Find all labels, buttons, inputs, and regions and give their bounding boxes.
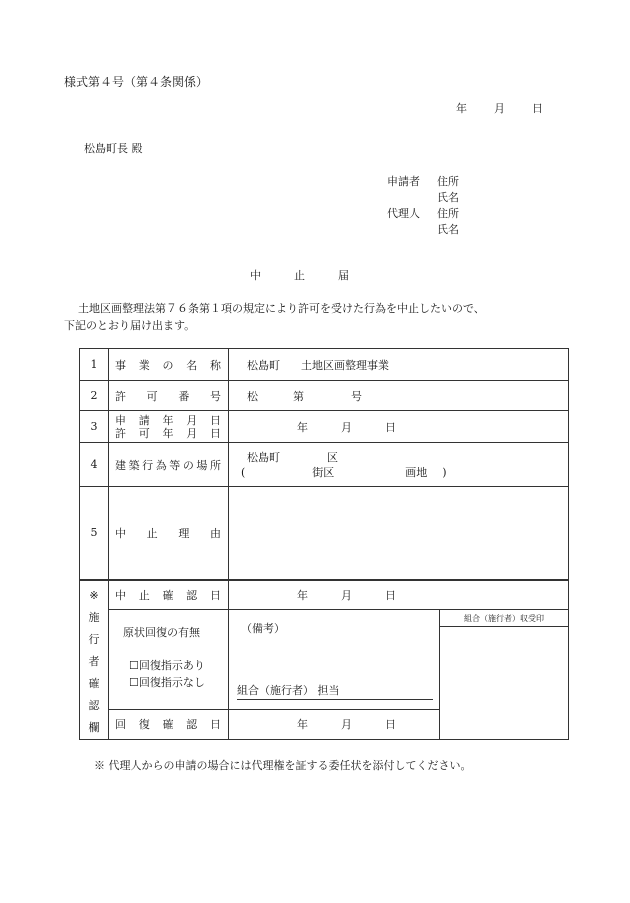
permit-suffix: 号: [351, 389, 362, 403]
restore-option-yes[interactable]: ☐回復指示あり: [129, 659, 205, 672]
stamp-cell: [440, 610, 569, 740]
location-field[interactable]: [229, 443, 569, 487]
side-mark: ※: [89, 588, 99, 602]
stop-confirm-label: 中止確認日: [109, 580, 229, 610]
applicant-address-label: 住所: [437, 175, 459, 188]
r3-month: 月: [341, 420, 352, 434]
row-dates: [80, 411, 569, 443]
row-3-number: 3: [80, 411, 109, 443]
rec-month: 月: [341, 718, 352, 731]
row-permit-number: [80, 381, 569, 411]
permit-number-field[interactable]: [229, 381, 569, 411]
side-char-4: 確: [88, 676, 100, 690]
row-2-number: 2: [80, 381, 109, 411]
applicant-name-label: 氏名: [437, 191, 459, 204]
loc-open-paren: (: [241, 465, 246, 479]
agent-name-label: 氏名: [437, 223, 459, 236]
agent-label: 代理人: [387, 207, 420, 220]
staff-label: 組合（施行者） 担当: [237, 684, 340, 697]
restore-option-no[interactable]: ☐回復指示なし: [129, 676, 205, 689]
row-4-label: 建築行為等の場所: [109, 443, 229, 487]
document-title: 中 止 届: [250, 269, 349, 282]
side-char-2: 行: [88, 632, 100, 646]
reason-field[interactable]: [229, 487, 569, 580]
side-char-1: 施: [88, 610, 100, 624]
recover-confirm-date-field[interactable]: [229, 709, 440, 739]
project-name-field[interactable]: [229, 349, 569, 381]
confirm-side-label: [80, 580, 109, 740]
remarks-cell[interactable]: [229, 610, 440, 710]
loc-block: 街区: [312, 465, 335, 479]
loc-ku: 区: [327, 450, 338, 464]
loc-town: 松島町: [247, 450, 280, 464]
dates-field[interactable]: [229, 411, 569, 443]
agent-address-label: 住所: [437, 207, 459, 220]
permit-mid: 第: [293, 389, 304, 403]
stop-confirm-date-field[interactable]: [229, 580, 569, 610]
row-location: [80, 443, 569, 487]
row-stop-confirm: [80, 580, 569, 610]
form-number: 様式第４号（第４条関係）: [64, 75, 209, 89]
restore-label: 原状回復の有無: [123, 626, 200, 639]
row-4-number: 4: [80, 443, 109, 487]
intro-line-2: 下記のとおり届け出ます。: [64, 319, 196, 332]
row-project-name: [80, 349, 569, 381]
side-char-3: 者: [88, 654, 100, 668]
row-reason: [80, 487, 569, 580]
stamp-label: 組合（施行者）収受印: [440, 610, 568, 627]
r3-day: 日: [385, 420, 396, 434]
loc-close-paren: ): [442, 465, 447, 479]
r3-year: 年: [297, 420, 308, 434]
row-2-label: 許可番号: [109, 381, 229, 411]
loc-lot: 画地: [405, 465, 428, 479]
row-1-number: 1: [80, 349, 109, 381]
addressee: 松島町長 殿: [84, 142, 143, 155]
stop-year: 年: [297, 588, 308, 602]
recover-confirm-label: 回復確認日: [109, 709, 229, 739]
date-year-label: 年: [456, 102, 467, 115]
rec-day: 日: [385, 718, 396, 731]
row-5-label: 中止理由: [109, 487, 229, 580]
permit-prefix: 松: [247, 389, 258, 403]
row-1-label: 事業の名称: [109, 349, 229, 381]
row-5-number: 5: [80, 487, 109, 580]
row-3-label: 申請年月日 許可年月日: [109, 411, 229, 443]
side-char-6: 欄: [88, 720, 100, 734]
rec-year: 年: [297, 718, 308, 731]
row-restore: [80, 610, 569, 710]
project-name: 土地区画整理事業: [301, 358, 389, 372]
side-char-5: 認: [88, 698, 100, 712]
stop-day: 日: [385, 588, 396, 602]
date-day-label: 日: [532, 102, 543, 115]
staff-line: [237, 682, 433, 700]
intro-line-1: 土地区画整理法第７６条第１項の規定により許可を受けた行為を中止したいので、: [78, 302, 485, 315]
project-town: 松島町: [247, 358, 280, 372]
restore-cell: [109, 610, 229, 710]
applicant-label: 申請者: [387, 175, 420, 188]
footnote: ※ 代理人からの申請の場合には代理権を証する委任状を添付してください。: [94, 759, 472, 772]
stop-month: 月: [341, 588, 352, 602]
date-month-label: 月: [494, 102, 505, 115]
notice-form-table: [79, 348, 569, 740]
remarks-label: （備考）: [241, 622, 285, 635]
